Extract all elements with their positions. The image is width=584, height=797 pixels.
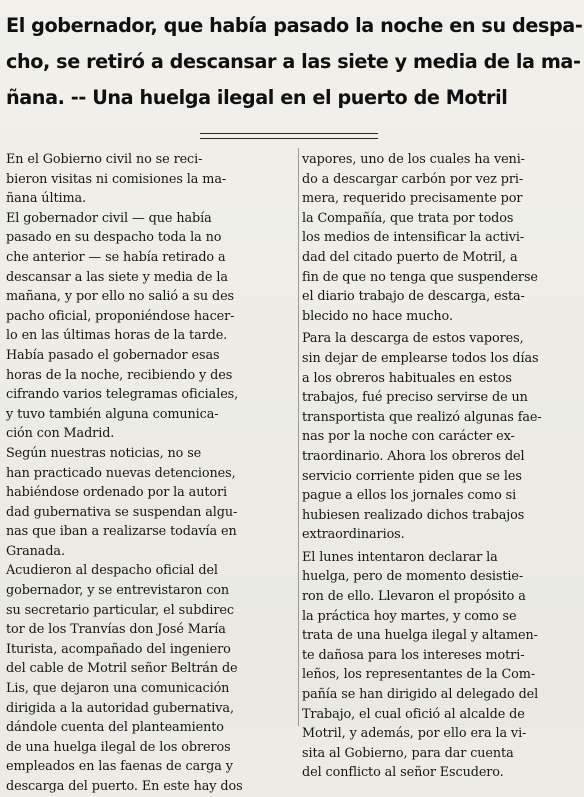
text-line: del conflicto al señor Escudero. — [302, 765, 504, 781]
text-line: dándole cuenta del planteamiento — [6, 720, 224, 736]
text-line: dad del citado puerto de Motril, a — [302, 249, 518, 265]
text-line: y tuvo también alguna comunica- — [6, 406, 219, 422]
text-line: lo en las últimas horas de la tarde. — [6, 328, 228, 344]
headline-line: cho, se retiró a descansar a las siete y media de la ma- — [6, 50, 581, 73]
text-line: El gobernador civil — que había — [6, 210, 212, 226]
text-line: del cable de Motril señor Beltrán de — [6, 661, 238, 677]
text-line: la Compañía, que trata por todos — [302, 210, 514, 226]
text-line: te dañosa para los intereses motri- — [302, 647, 525, 663]
text-line: de una huelga ilegal de los obreros — [6, 739, 231, 755]
text-line: trata de una huelga ilegal y altamen- — [302, 628, 538, 644]
text-line: habiéndose ordenado por la autori — [6, 485, 227, 501]
headline — [6, 8, 583, 116]
text-line: cifrando varios telegramas oficiales, — [6, 387, 239, 403]
text-line: Lis, que dejaron una comunicación — [6, 681, 230, 697]
text-line: pasado en su despacho toda la no — [6, 230, 222, 246]
text-line: pague a ellos los jornales como si — [302, 488, 517, 504]
text-line: empleados en las faenas de carga y — [6, 759, 233, 775]
headline-line: ñana. -- Una huelga ilegal en el puerto de Motril — [6, 86, 508, 109]
text-line: Había pasado el gobernador esas — [6, 347, 220, 363]
text-line: En el Gobierno civil no se reci- — [6, 152, 203, 167]
text-line: mera, requerido precisamente por — [302, 191, 523, 207]
text-line: leños, los representantes de la Com- — [302, 667, 536, 683]
text-line: Acudieron al despacho oficial del — [6, 563, 218, 579]
text-line: pañía se han dirigido al delegado del — [302, 687, 539, 703]
headline-line: El gobernador, que había pasado la noche en su despa- — [6, 14, 583, 37]
text-line: su secretario particular, el subdirec — [6, 602, 234, 618]
text-line: el diario trabajo de descarga, esta- — [302, 289, 525, 305]
text-line: dirigida a la autoridad gubernativa, — [6, 700, 234, 716]
column-divider — [298, 148, 299, 726]
text-line: El lunes intentaron declarar la — [302, 549, 498, 565]
text-line: transportista que realizó algunas fae- — [302, 409, 542, 425]
text-line: Según nuestras noticias, no se — [6, 445, 202, 461]
text-line: descansar a las siete y media de la — [6, 269, 228, 285]
text-line: pacho oficial, proponiéndose hacer- — [6, 308, 235, 324]
text-line: sita al Gobierno, para dar cuenta — [302, 745, 514, 761]
text-line: descarga del puerto. En este hay dos — [6, 779, 243, 794]
text-line: nas que iban a realizarse todavía en — [6, 524, 237, 540]
text-line: do a descargar carbón por vez pri- — [302, 171, 524, 187]
text-line: traordinario. Ahora los obreros del — [302, 448, 525, 464]
text-line: la práctica hoy martes, y como se — [302, 608, 517, 624]
headline-divider — [200, 133, 378, 139]
text-line: a los obreros habituales en estos — [302, 370, 512, 386]
article-column-left — [6, 150, 294, 797]
text-line: blecido no hace mucho. — [302, 308, 453, 324]
text-line: servicio corriente piden que se les — [302, 468, 522, 484]
text-line: vapores, uno de los cuales ha veni- — [302, 152, 525, 167]
text-line: hubiesen realizado dichos trabajos — [302, 507, 525, 523]
article-column-right — [302, 150, 578, 783]
text-line: tor de los Tranvías don José María — [6, 622, 226, 638]
text-line: horas de la noche, recibiendo y des — [6, 367, 233, 383]
text-line: sin dejar de emplearse todos los días — [302, 350, 539, 366]
text-line: ñana última. — [6, 191, 87, 207]
text-line: fin de que no tenga que suspenderse — [302, 269, 538, 285]
text-line: Iturista, acompañado del ingeniero — [6, 641, 231, 657]
text-line: Granada. — [6, 543, 65, 559]
text-line: extraordinarios. — [302, 527, 405, 543]
text-line: bieron visitas ni comisiones la ma- — [6, 171, 227, 187]
text-line: Trabajo, el cual ofició al alcalde de — [302, 706, 525, 722]
text-line: gobernador, y se entrevistaron con — [6, 583, 230, 599]
text-line: Motril, y además, por ello era la vi- — [302, 726, 527, 742]
text-line: che anterior — se había retirado a — [6, 249, 226, 265]
text-line: ción con Madrid. — [6, 426, 115, 442]
text-line: dad gubernativa se suspendan algu- — [6, 504, 238, 520]
text-line: Para la descarga de estos vapores, — [302, 331, 524, 347]
text-line: huelga, pero de momento desistie- — [302, 569, 524, 585]
text-line: los medios de intensificar la activi- — [302, 230, 525, 246]
text-line: trabajos, fué preciso servirse de un — [302, 390, 528, 406]
text-line: mañana, y por ello no salió a su des — [6, 289, 235, 305]
text-line: ron de ello. Llevaron el propósito a — [302, 589, 526, 605]
text-line: han practicado nuevas detenciones, — [6, 465, 236, 481]
text-line: nas por la noche con carácter ex- — [302, 429, 515, 445]
